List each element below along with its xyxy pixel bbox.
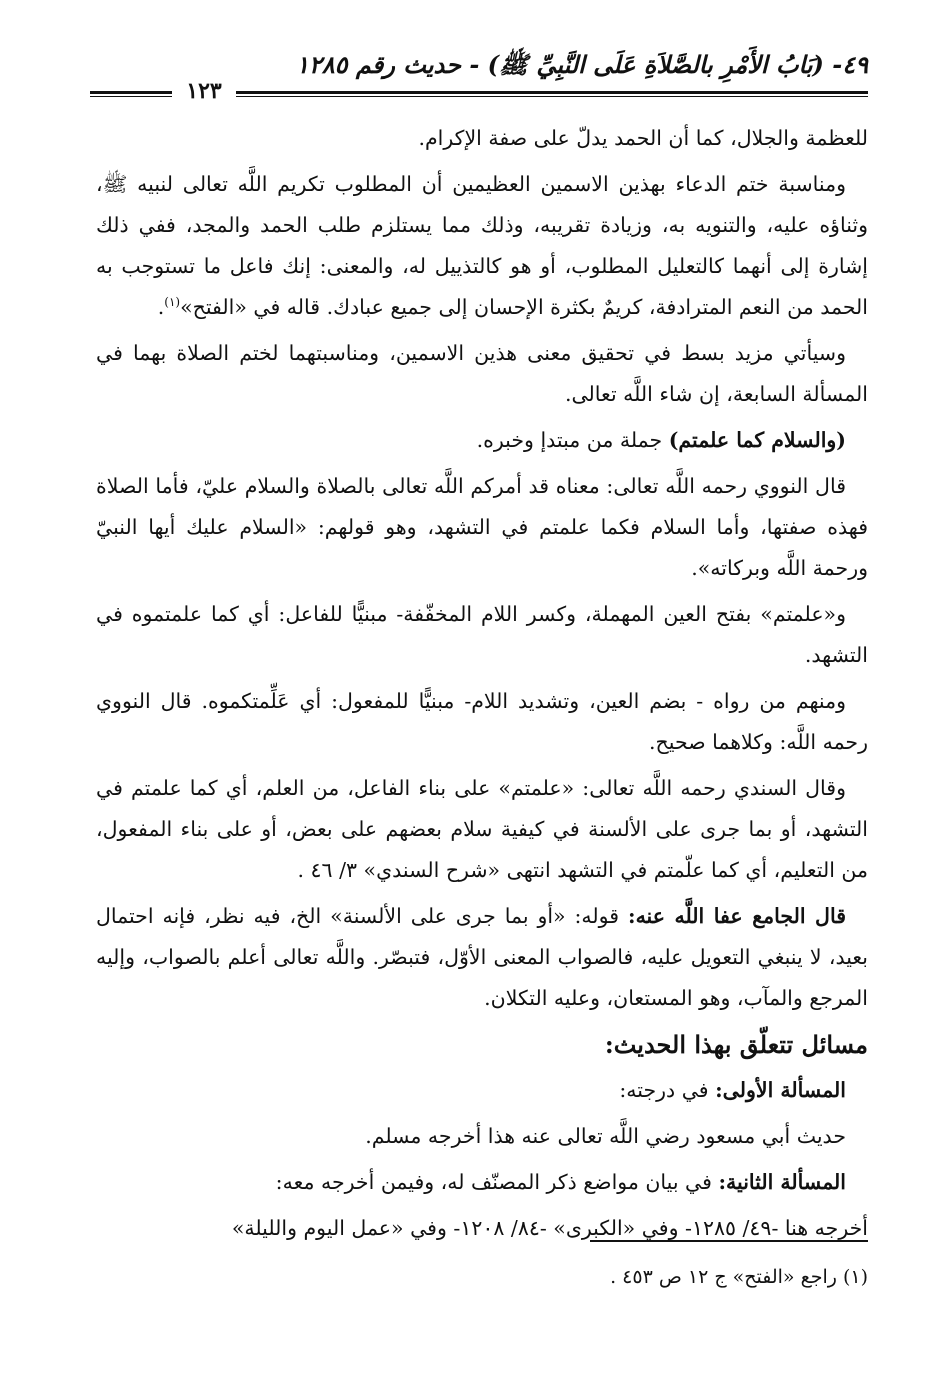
- paragraph: قال النووي رحمه اللَّه تعالى: معناه قد أمركم اللَّه تعالى بالصلاة والسلام عليّ، فأما الصلاة فهذه صفتها، وأما السلام فكما علمتم في التشهد، وهو قولهم: «السلام عليك أيها النبيّ ورحمة اللَّه وبركاته».: [96, 474, 868, 580]
- paragraph-text: جملة من مبتدإ وخبره.: [476, 428, 669, 452]
- bold-phrase: (والسلام كما علمتم): [668, 428, 846, 452]
- paragraph: أخرجه هنا -٤٩/ ١٢٨٥- وفي «الكبرى» -٨٤/ ١٢٠٨- وفي «عمل اليوم والليلة»: [231, 1216, 868, 1240]
- paragraph: [96, 420, 868, 461]
- issue-title: في درجته:: [619, 1078, 716, 1102]
- paragraph-end: .: [157, 295, 165, 319]
- footnote-rule: [590, 1240, 868, 1242]
- main-text: [96, 118, 868, 1254]
- paragraph: وسيأتي مزيد بسط في تحقيق معنى هذين الاسمين، ومناسبتهما لختم الصلاة بهما في المسألة السابعة، إن شاء اللَّه تعالى.: [96, 341, 868, 406]
- paragraph: [96, 896, 868, 1019]
- header-rule: [236, 91, 868, 97]
- paragraph-text: ومناسبة ختم الدعاء بهذين الاسمين العظيمين أن المطلوب تكريم اللَّه تعالى لنبيه ﷺ، وثناؤه عليه، والتنويه به، وزيادة تقريبه، وذلك مما يستلزم طلب الحمد والمجد، ففي ذلك إشارة إلى أنهما كالتعليل المطلوب، أو هو كالتذييل له، والمعنى: إنك فاعل ما تستوجب به الحمد من النعم المترادفة، كريمٌ بكثرة الإحسان إلى جميع عبادك. قاله في «الفتح»: [96, 172, 868, 319]
- issue-label: المسألة الثانية:: [718, 1170, 846, 1194]
- paragraph: حديث أبي مسعود رضي اللَّه تعالى عنه هذا أخرجه مسلم.: [365, 1124, 846, 1148]
- issue-title: في بيان مواضع ذكر المصنّف له، وفيمن أخرجه معه:: [275, 1170, 719, 1194]
- issue-heading: [96, 1162, 868, 1203]
- header-rule-left: [90, 91, 172, 97]
- issue-heading: [96, 1070, 868, 1111]
- footnote-reference[interactable]: (١): [164, 295, 181, 310]
- paragraph: وقال السندي رحمه اللَّه تعالى: «علمتم» على بناء الفاعل، من العلم، أي كما علمتم في التشهد، أو بما جرى على الألسنة في كيفية سلام بعضهم على بعض، أو على بناء المفعول، من التعليم، أي كما علّمتم في التشهد انتهى «شرح السندي» ٣/ ٤٦ .: [96, 776, 868, 882]
- bold-phrase: قال الجامع عفا اللَّه عنه:: [628, 904, 847, 928]
- paragraph: و«علمتم» بفتح العين المهملة، وكسر اللام المخفّفة- مبنيًّا للفاعل: أي كما علمتموه في التشهد.: [96, 602, 868, 667]
- footnote: (١) راجع «الفتح» ج ١٢ ص ٤٥٣ .: [610, 1266, 868, 1288]
- paragraph: ومنهم من رواه - بضم العين، وتشديد اللام- مبنيًّا للمفعول: أي عَلِّمتكموه. قال النووي رحمه اللَّه: وكلاهما صحيح.: [96, 689, 868, 754]
- running-title: ٤٩- (بَابُ الأَمْرِ بالصَّلاَةِ عَلَى النَّبِيِّ ﷺ) - حديث رقم ١٢٨٥: [295, 50, 868, 79]
- page-number: ١٢٣: [186, 78, 222, 104]
- paragraph: للعظمة والجلال، كما أن الحمد يدلّ على صفة الإكرام.: [418, 126, 868, 150]
- paragraph: [96, 164, 868, 328]
- section-heading: مسائل تتعلّق بهذا الحديث:: [604, 1030, 868, 1059]
- paragraph-text: قوله: «أو بما جرى على الألسنة» الخ، فيه نظر، فإنه احتمال بعيد، لا ينبغي التعويل عليه، فالصواب المعنى الأوّل، فتبصّر. واللَّه تعالى أعلم بالصواب، وإليه المرجع والمآب، وهو المستعان، وعليه التكلان.: [96, 904, 868, 1010]
- issue-label: المسألة الأولى:: [715, 1078, 846, 1102]
